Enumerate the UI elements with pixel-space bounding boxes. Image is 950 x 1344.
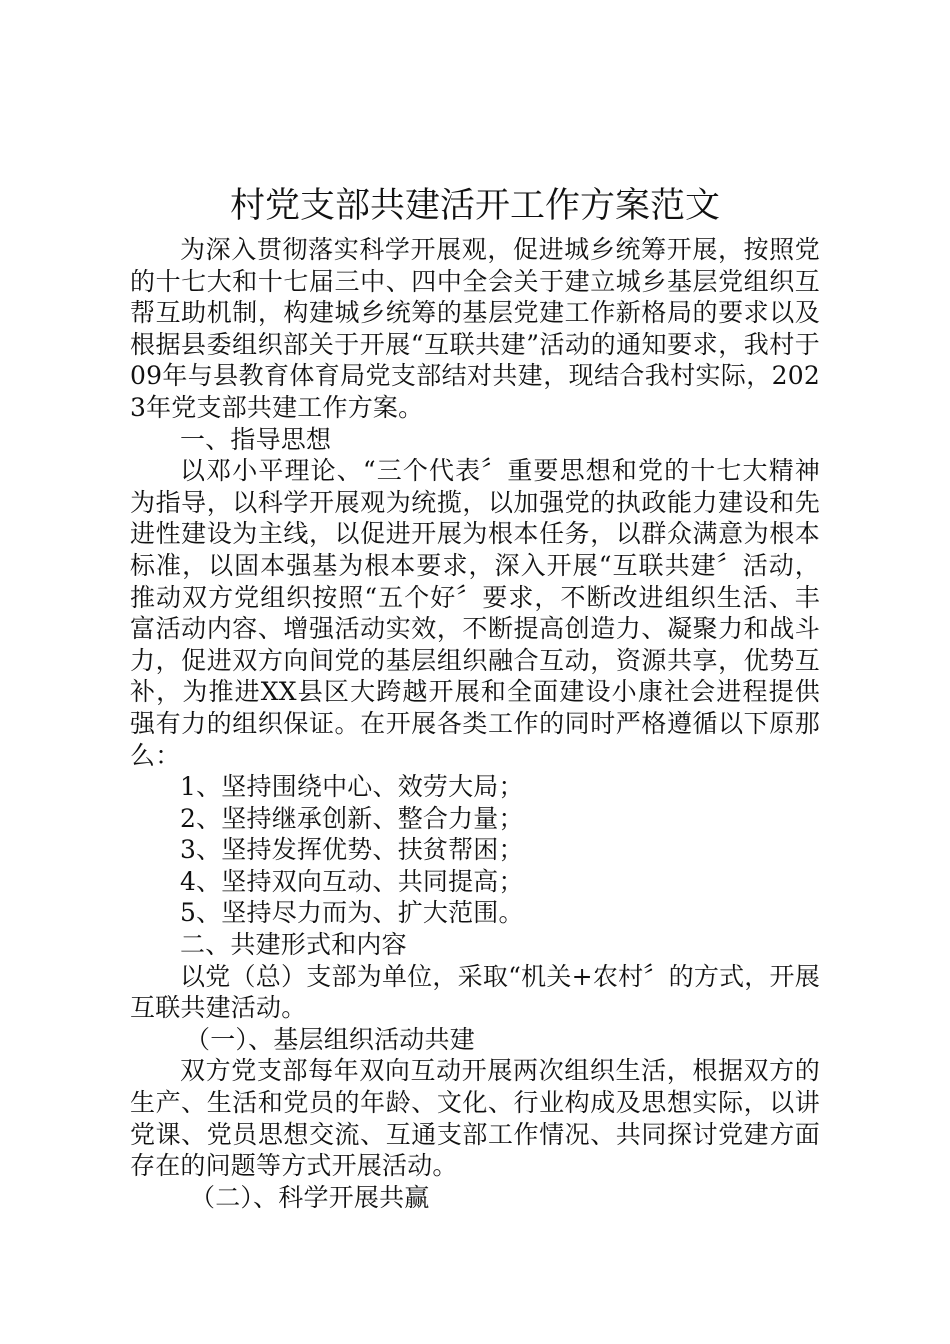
intro-paragraph: 为深入贯彻落实科学开展观，促进城乡统筹开展，按照党的十七大和十七届三中、四中全会关于建立城乡基层党组织互帮互助机制，构建城乡统筹的基层党建工作新格局的要求以及根据县委组织部关于开展“互联共建”活动的通知要求，我村于09年与县教育体育局党支部结对共建，现结合我村实际，2023年党支部共建工作方案。 (130, 235, 820, 422)
principle-item-2: 2、坚持继承创新、整合力量； (180, 803, 524, 833)
principle-item-5: 5、坚持尽力而为、扩大范围。 (180, 898, 524, 928)
principle-item-3: 3、坚持发挥优势、扶贫帮困； (180, 835, 524, 865)
section-heading-form-content: 二、共建形式和内容 (180, 930, 407, 960)
document-title: 村党支部共建活开工作方案范文 (229, 186, 720, 226)
principle-item-4: 4、坚持双向互动、共同提高； (180, 866, 524, 896)
subsection-1-paragraph: 双方党支部每年双向互动开展两次组织生活，根据双方的生产、生活和党员的年龄、文化、行业构成及思想实际，以讲党课、党员思想交流、互通支部工作情况、共同探讨党建方面存在的问题等方式开展活动。 (130, 1056, 820, 1181)
guiding-ideology-paragraph: 以邓小平理论、“三个代表〞重要思想和党的十七大精神为指导，以科学开展观为统揽，以加强党的执政能力建设和先进性建设为主线，以促进开展为根本任务，以群众满意为根本标准，以固本强基为根本要求，深入开展“互联共建〞活动，推动双方党组织按照“五个好〞要求，不断改进组织生活、丰富活动内容、增强活动实效，不断提高创造力、凝聚力和战斗力，促进双方向间党的基层组织融合互动，资源共享，优势互补，为推进XX县区大跨越开展和全面建设小康社会进程提供强有力的组织保证。在开展各类工作的同时严格遵循以下原那么： (130, 456, 820, 770)
form-content-paragraph: 以党（总）支部为单位，采取“机关+农村〞的方式，开展互联共建活动。 (130, 961, 820, 1023)
subsection-heading-1: （一）、基层组织活动共建 (185, 1024, 475, 1054)
principle-item-1: 1、坚持围绕中心、效劳大局； (180, 772, 524, 802)
document-page (130, 182, 820, 1213)
subsection-heading-2: （二）、科学开展共赢 (190, 1182, 430, 1212)
section-heading-guiding-ideology: 一、指导思想 (180, 424, 332, 454)
